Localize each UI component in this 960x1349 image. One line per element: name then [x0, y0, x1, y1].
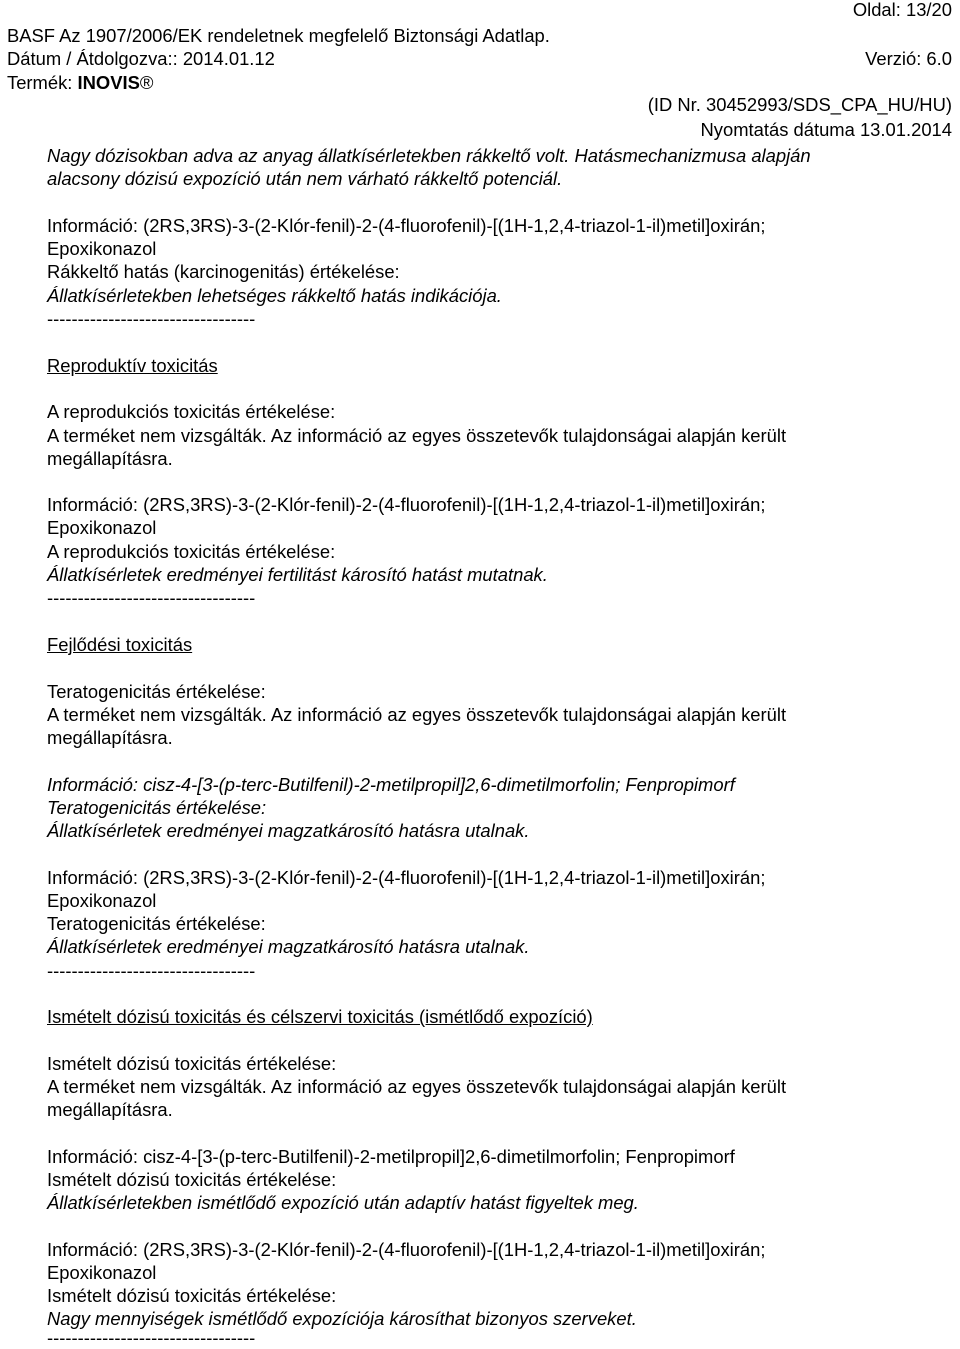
- not-tested-note: A terméket nem vizsgálták. Az információ az egyes összetevők tulajdonságai alapján került: [47, 425, 787, 446]
- substance-name: Epoxikonazol: [47, 517, 157, 538]
- not-tested-note-cont: megállapításra.: [47, 1099, 173, 1120]
- assessment-label: Ismételt dózisú toxicitás értékelése:: [47, 1169, 337, 1190]
- substance-name: Epoxikonazol: [47, 238, 157, 259]
- section-heading-developmental-toxicity: Fejlődési toxicitás: [47, 634, 193, 655]
- separator: ----------------------------------: [47, 308, 256, 329]
- version: Verzió: 6.0: [865, 48, 952, 69]
- assessment-result: Állatkísérletek eredményei magzatkárosító hatásra utalnak.: [47, 936, 530, 957]
- not-tested-note-cont: megállapításra.: [47, 727, 173, 748]
- id-number: (ID Nr. 30452993/SDS_CPA_HU/HU): [647, 94, 952, 115]
- assessment-result: Állatkísérletekben lehetséges rákkeltő hatás indikációja.: [47, 285, 502, 306]
- substance-name: Epoxikonazol: [47, 1262, 157, 1283]
- assessment-label: Teratogenicitás értékelése:: [47, 913, 266, 934]
- carcinogenicity-note-line-2: alacsony dózisú expozíció után nem várható rákkeltő potenciál.: [47, 168, 563, 189]
- assessment-label: A reprodukciós toxicitás értékelése:: [47, 401, 336, 422]
- product-label: Termék:: [7, 72, 78, 93]
- info-epoxiconazole: Információ: (2RS,3RS)-3-(2-Klór-fenil)-2-(4-fluorofenil)-[(1H-1,2,4-triazol-1-il)metil]oxirán;: [47, 1239, 766, 1260]
- not-tested-note: A terméket nem vizsgálták. Az információ az egyes összetevők tulajdonságai alapján került: [47, 704, 787, 725]
- assessment-label: Rákkeltő hatás (karcinogenitás) értékelése:: [47, 261, 400, 282]
- product: [7, 72, 153, 94]
- registered-mark: ®: [139, 72, 154, 93]
- section-heading-repeated-dose-toxicity: Ismételt dózisú toxicitás és célszervi toxicitás (ismétlődő expozíció): [47, 1006, 593, 1027]
- separator: ----------------------------------: [47, 587, 256, 608]
- info-epoxiconazole: Információ: (2RS,3RS)-3-(2-Klór-fenil)-2-(4-fluorofenil)-[(1H-1,2,4-triazol-1-il)metil]oxirán;: [47, 215, 766, 236]
- page-number: Oldal: 13/20: [852, 0, 952, 20]
- product-name: INOVIS: [77, 72, 140, 93]
- assessment-result: Állatkísérletek eredményei fertilitást károsító hatást mutatnak.: [47, 564, 548, 585]
- info-fenpropimorph: Információ: cisz-4-[3-(p-terc-Butilfenil)-2-metilpropil]2,6-dimetilmorfolin; Fenpropimorf: [47, 774, 735, 795]
- revision-date: Dátum / Átdolgozva:: 2014.01.12: [7, 48, 275, 69]
- document-title: BASF Az 1907/2006/EK rendeletnek megfelelő Biztonsági Adatlap.: [7, 25, 550, 46]
- assessment-label: Ismételt dózisú toxicitás értékelése:: [47, 1053, 337, 1074]
- assessment-label: Teratogenicitás értékelése:: [47, 797, 267, 818]
- substance-name: Epoxikonazol: [47, 890, 157, 911]
- not-tested-note-cont: megállapításra.: [47, 448, 173, 469]
- print-date: Nyomtatás dátuma 13.01.2014: [700, 119, 952, 140]
- assessment-result: Állatkísérletek eredményei magzatkárosító hatásra utalnak.: [47, 820, 530, 841]
- separator: ----------------------------------: [47, 1327, 256, 1348]
- separator: ----------------------------------: [47, 960, 256, 981]
- info-epoxiconazole: Információ: (2RS,3RS)-3-(2-Klór-fenil)-2-(4-fluorofenil)-[(1H-1,2,4-triazol-1-il)metil]oxirán;: [47, 867, 766, 888]
- not-tested-note: A terméket nem vizsgálták. Az információ az egyes összetevők tulajdonságai alapján került: [47, 1076, 787, 1097]
- assessment-label: Teratogenicitás értékelése:: [47, 681, 266, 702]
- assessment-result: Állatkísérletekben ismétlődő expozíció után adaptív hatást figyeltek meg.: [47, 1192, 639, 1213]
- info-fenpropimorph: Információ: cisz-4-[3-(p-terc-Butilfenil)-2-metilpropil]2,6-dimetilmorfolin; Fenpropimorf: [47, 1146, 735, 1167]
- assessment-label: A reprodukciós toxicitás értékelése:: [47, 541, 336, 562]
- section-heading-reproductive-toxicity: Reproduktív toxicitás: [47, 355, 218, 376]
- info-epoxiconazole: Információ: (2RS,3RS)-3-(2-Klór-fenil)-2-(4-fluorofenil)-[(1H-1,2,4-triazol-1-il)metil]oxirán;: [47, 494, 766, 515]
- carcinogenicity-note-line-1: Nagy dózisokban adva az anyag állatkísérletekben rákkeltő volt. Hatásmechanizmusa alapján: [47, 145, 811, 166]
- assessment-result: Nagy mennyiségek ismétlődő expozíciója károsíthat bizonyos szerveket.: [47, 1308, 637, 1329]
- assessment-label: Ismételt dózisú toxicitás értékelése:: [47, 1285, 337, 1306]
